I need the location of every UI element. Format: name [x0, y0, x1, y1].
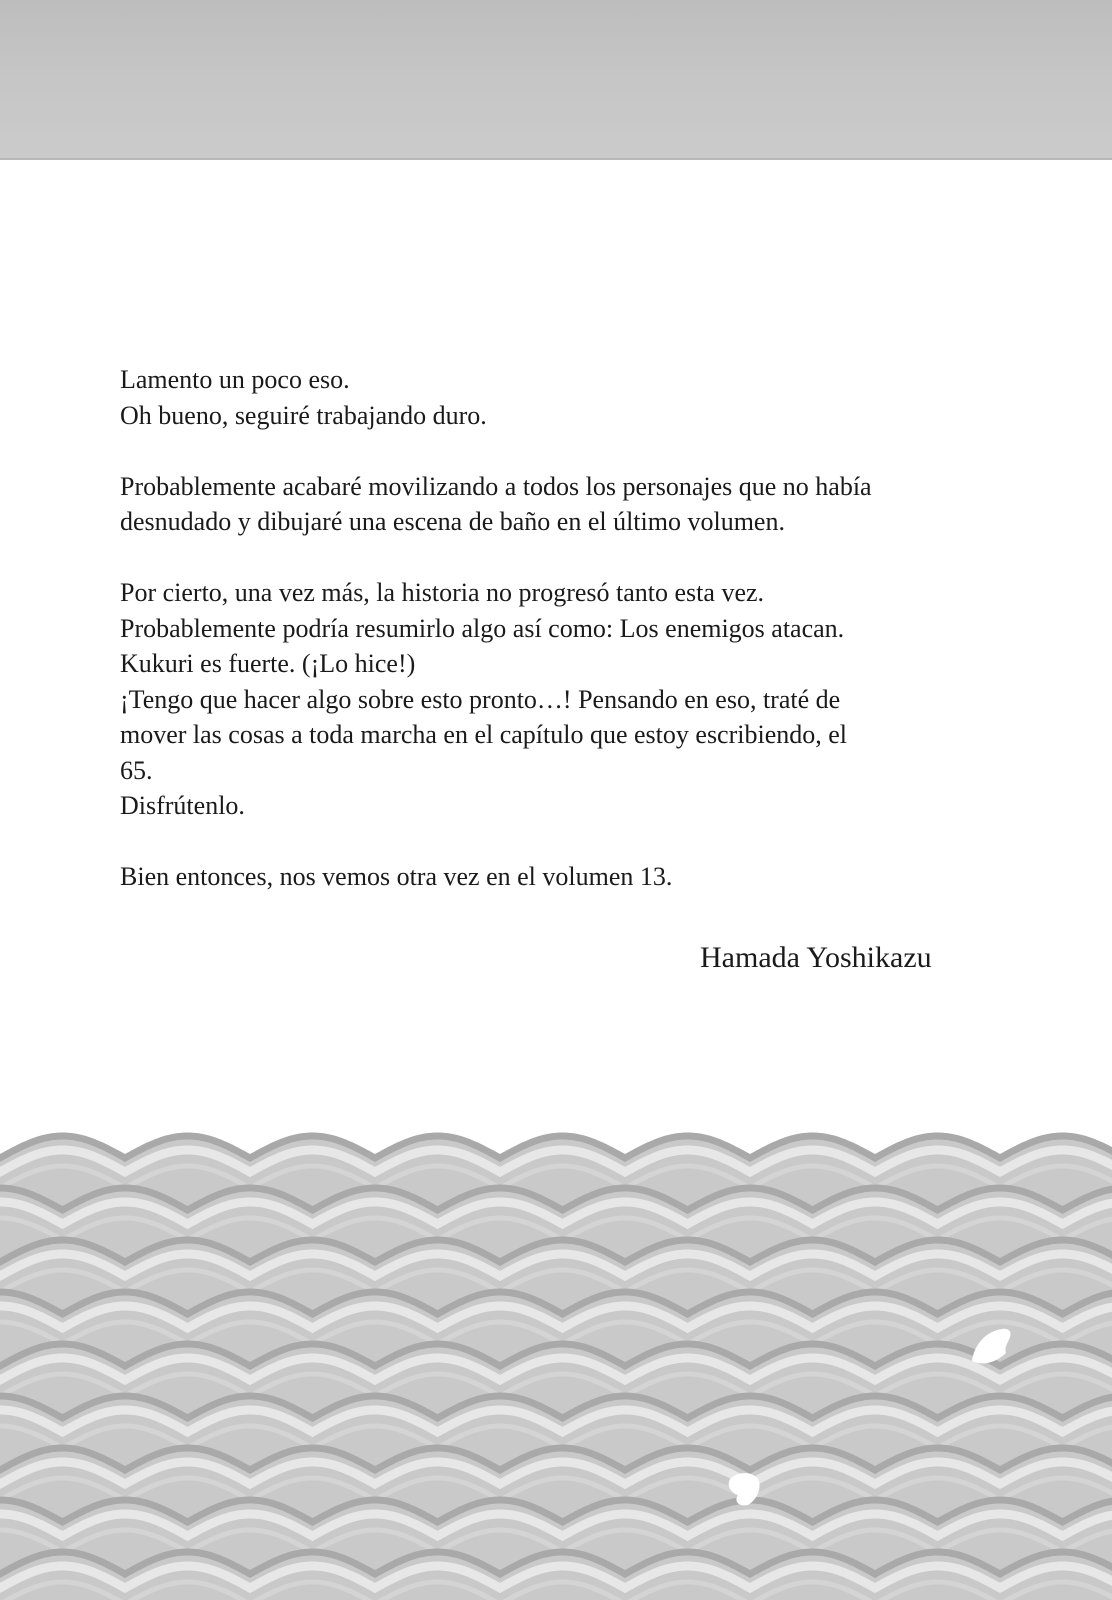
petal-icon: [968, 1327, 1014, 1367]
author-signature: Hamada Yoshikazu: [700, 941, 932, 974]
text-line: Disfrútenlo.: [120, 791, 245, 820]
paragraph-1: [120, 362, 1000, 433]
afterword-text: [120, 362, 1000, 930]
text-line: mover las cosas a toda marcha en el capítulo que estoy escribiendo, el: [120, 720, 848, 749]
wave-pattern-svg: [0, 1100, 1112, 1600]
paragraph-3: [120, 575, 1000, 824]
paragraph-4: [120, 859, 1000, 895]
text-line: Probablemente acabaré movilizando a todos los personajes que no había: [120, 471, 872, 501]
text-line: Oh bueno, seguiré trabajando duro.: [120, 400, 487, 430]
text-line: ¡Tengo que hacer algo sobre esto pronto…! Pensando en eso, traté de: [120, 684, 841, 714]
text-line: Lamento un poco eso.: [120, 365, 350, 394]
top-gray-band: [0, 0, 1112, 160]
petal-icon: [724, 1469, 764, 1509]
paragraph-2: [120, 469, 1000, 540]
text-line: desnudado y dibujaré una escena de baño en el último volumen.: [120, 507, 785, 536]
wave-pattern: [0, 1100, 1112, 1600]
text-line: Bien entonces, nos vemos otra vez en el volumen 13.: [120, 862, 673, 891]
text-line: 65.: [120, 755, 153, 785]
text-line: Kukuri es fuerte. (¡Lo hice!): [120, 649, 416, 678]
text-line: Por cierto, una vez más, la historia no progresó tanto esta vez.: [120, 578, 765, 607]
text-line: Probablemente podría resumirlo algo así como: Los enemigos atacan.: [120, 613, 845, 643]
